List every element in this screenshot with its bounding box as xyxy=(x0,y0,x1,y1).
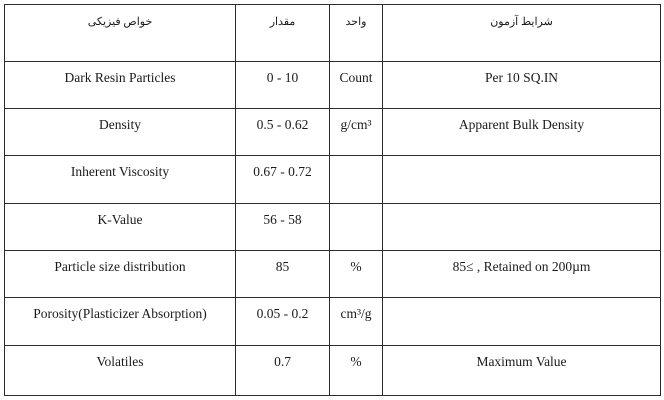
cell-condition xyxy=(383,156,661,203)
table-header-row xyxy=(5,5,661,62)
cell-condition: Maximum Value xyxy=(383,345,661,395)
cell-unit xyxy=(330,203,383,250)
cell-value: 0.05 - 0.2 xyxy=(236,298,330,345)
table-row xyxy=(5,156,661,203)
cell-condition: Apparent Bulk Density xyxy=(383,109,661,156)
header-property: خواص فیزیکی xyxy=(5,5,236,62)
cell-property: Dark Resin Particles xyxy=(5,61,236,108)
header-unit: واحد xyxy=(330,5,383,62)
cell-property: Porosity(Plasticizer Absorption) xyxy=(5,298,236,345)
table-row xyxy=(5,250,661,297)
cell-unit xyxy=(330,156,383,203)
cell-value: 85 xyxy=(236,250,330,297)
cell-unit: % xyxy=(330,250,383,297)
cell-unit: % xyxy=(330,345,383,395)
cell-condition: 85≤ , Retained on 200µm xyxy=(383,250,661,297)
table-row xyxy=(5,345,661,395)
cell-condition xyxy=(383,298,661,345)
cell-property: Particle size distribution xyxy=(5,250,236,297)
cell-condition xyxy=(383,203,661,250)
cell-unit: cm³/g xyxy=(330,298,383,345)
table-row xyxy=(5,61,661,108)
cell-unit: Count xyxy=(330,61,383,108)
header-condition: شرایط آزمون xyxy=(383,5,661,62)
cell-value: 0 - 10 xyxy=(236,61,330,108)
cell-property: Volatiles xyxy=(5,345,236,395)
cell-property: Density xyxy=(5,109,236,156)
physical-properties-table xyxy=(4,4,661,396)
cell-unit: g/cm³ xyxy=(330,109,383,156)
table-row xyxy=(5,203,661,250)
table-row xyxy=(5,109,661,156)
header-value: مقدار xyxy=(236,5,330,62)
cell-value: 0.5 - 0.62 xyxy=(236,109,330,156)
cell-condition: Per 10 SQ.IN xyxy=(383,61,661,108)
cell-value: 56 - 58 xyxy=(236,203,330,250)
cell-property: Inherent Viscosity xyxy=(5,156,236,203)
cell-value: 0.7 xyxy=(236,345,330,395)
cell-property: K-Value xyxy=(5,203,236,250)
table-row xyxy=(5,298,661,345)
cell-value: 0.67 - 0.72 xyxy=(236,156,330,203)
